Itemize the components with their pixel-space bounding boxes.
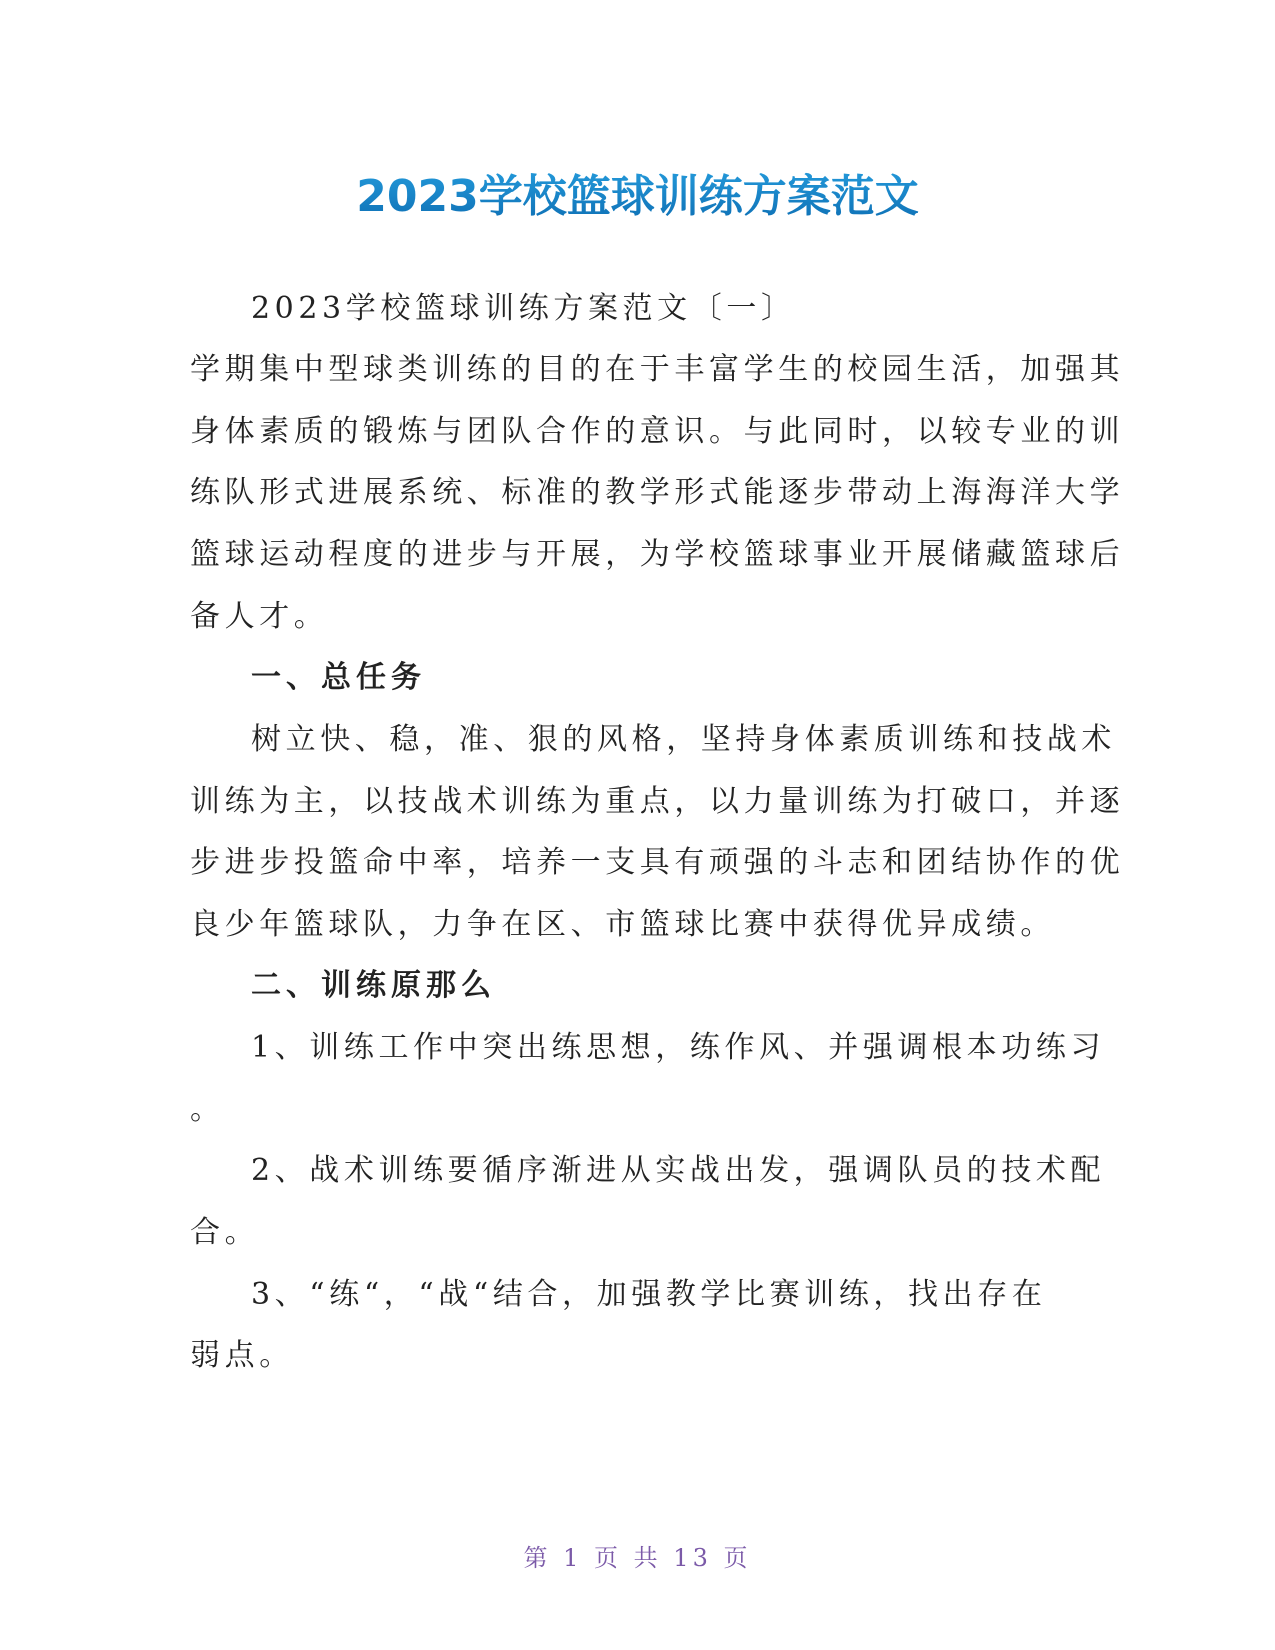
intro-line-1: 学期集中型球类训练的目的在于丰富学生的校园生活，加强其 — [190, 352, 1125, 387]
principle-item-2-cont: 合。 — [190, 1215, 260, 1250]
section-heading-training-principles: 二、训练原那么 — [251, 968, 496, 1003]
principle-item-3: 3、“练“，“战“结合，加强教学比赛训练，找出存在 — [251, 1277, 1047, 1312]
principle-item-1-cont: 。 — [190, 1092, 225, 1127]
principle-item-2: 2、战术训练要循序渐进从实战出发，强调队员的技术配 — [251, 1153, 1106, 1188]
section1-line-3: 步进步投篮命中率，培养一支具有顽强的斗志和团结协作的优 — [190, 845, 1125, 880]
section1-line-4: 良少年篮球队，力争在区、市篮球比赛中获得优异成绩。 — [190, 907, 1055, 942]
intro-line-5: 备人才。 — [190, 599, 329, 634]
principle-item-3-cont: 弱点。 — [190, 1338, 294, 1373]
document-subtitle: 2023学校篮球训练方案范文〔一〕 — [251, 291, 796, 326]
principle-item-1: 1、训练工作中突出练思想，练作风、并强调根本功练习 — [251, 1030, 1106, 1065]
section-heading-general-task: 一、总任务 — [251, 660, 426, 695]
intro-line-4: 篮球运动程度的进步与开展，为学校篮球事业开展储藏篮球后 — [190, 537, 1125, 572]
intro-line-2: 身体素质的锻炼与团队合作的意识。与此同时，以较专业的训 — [190, 414, 1125, 449]
section1-line-2: 训练为主，以技战术训练为重点，以力量训练为打破口，并逐 — [190, 784, 1125, 819]
page-number-footer: 第 1 页 共 13 页 — [523, 1544, 752, 1572]
section1-line-1: 树立快、稳，准、狠的风格，坚持身体素质训练和技战术 — [251, 722, 1116, 757]
document-title: 2023学校篮球训练方案范文 — [0, 160, 1275, 224]
intro-line-3: 练队形式进展系统、标准的教学形式能逐步带动上海海洋大学 — [190, 475, 1125, 510]
